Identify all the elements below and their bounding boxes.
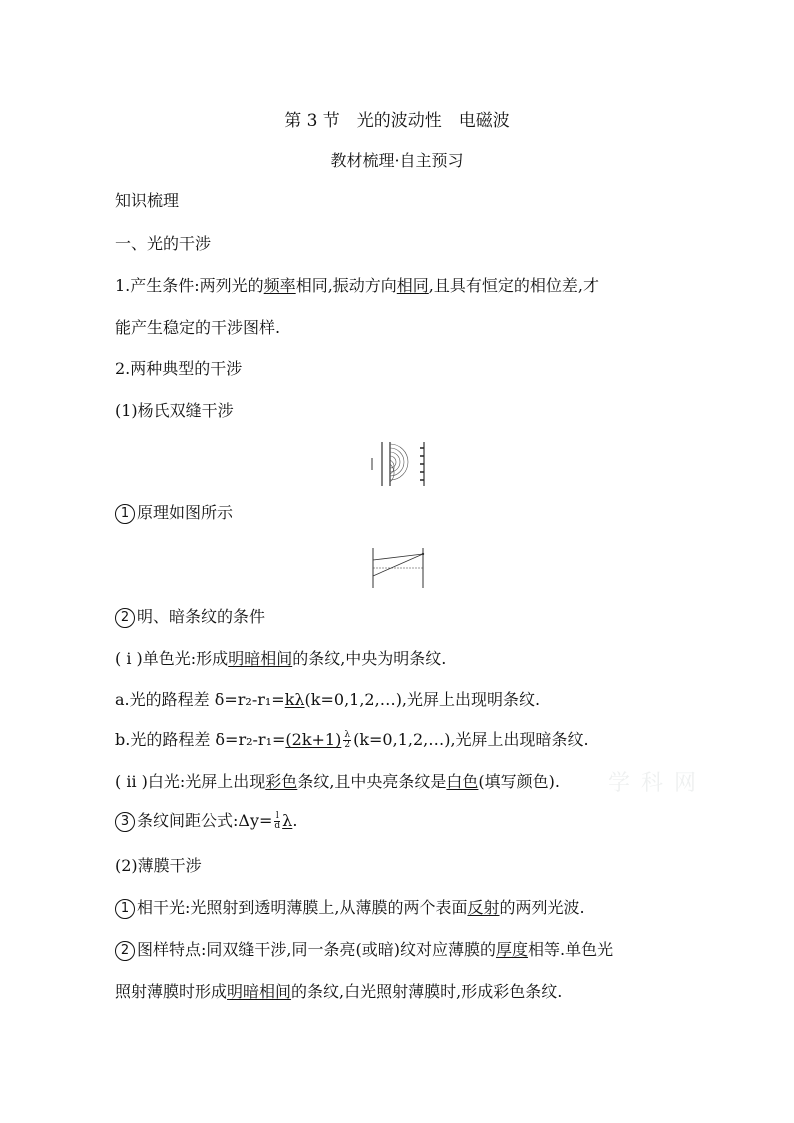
- double-slit-wavefront-figure: [362, 438, 432, 490]
- heading-interference: 一、光的干涉: [115, 234, 212, 253]
- paragraph-condition: 1.产生条件:两列光的频率相同,振动方向相同,且具有恒定的相位差,才: [115, 276, 599, 295]
- item-spacing-formula: 3 条纹间距公式:Δy= $\frac{l}{d}$ λ.: [115, 810, 297, 832]
- item-coherent-light: 1 相干光:光照射到透明薄膜上,从薄膜的两个表面反射的两列光波.: [115, 897, 585, 919]
- item-dark-condition: b.光的路程差 δ=r₂-r₁=(2k+1) $\frac{\lambda}{2}$ (k=0,1,2,…),光屏上出现暗条纹.: [115, 730, 589, 750]
- circled-number: 2: [115, 941, 135, 961]
- page-subtitle: 教材梳理·自主预习: [330, 151, 464, 170]
- circled-number: 2: [115, 608, 135, 628]
- heading-young: (1)杨氏双缝干涉: [115, 401, 234, 420]
- watermark: 学 科 网: [608, 771, 698, 796]
- item-pattern-feature: 2 图样特点:同双缝干涉,同一条亮(或暗)纹对应薄膜的厚度相等.单色光: [115, 939, 613, 961]
- item-principle: 1 原理如图所示: [115, 502, 233, 524]
- item-bright-condition: a.光的路程差 δ=r₂-r₁=kλ(k=0,1,2,…),光屏上出现明条纹.: [115, 690, 541, 709]
- page-title: 第 3 节 光的波动性 电磁波: [284, 111, 510, 131]
- fraction: $\frac{\lambda}{2}$: [344, 730, 351, 750]
- heading-thin-film: (2)薄膜干涉: [115, 856, 202, 875]
- paragraph-two-types: 2.两种典型的干涉: [115, 359, 243, 378]
- item-pattern-feature-cont: 照射薄膜时形成明暗相间的条纹,白光照射薄膜时,形成彩色条纹.: [115, 982, 563, 1001]
- circled-number: 1: [115, 504, 135, 524]
- section-knowledge: 知识梳理: [115, 191, 180, 210]
- paragraph-condition-cont: 能产生稳定的干涉图样.: [115, 318, 281, 337]
- fraction: $\frac{l}{d}$: [274, 811, 281, 831]
- item-fringe-condition: 2 明、暗条纹的条件: [115, 606, 265, 628]
- circled-number: 1: [115, 899, 135, 919]
- item-white-light: ( ⅱ )白光:光屏上出现彩色条纹,且中央亮条纹是白色(填写颜色).: [115, 772, 560, 791]
- item-monochrome: ( ⅰ )单色光:形成明暗相间的条纹,中央为明条纹.: [115, 649, 447, 668]
- circled-number: 3: [115, 812, 135, 832]
- path-difference-diagram: [365, 546, 431, 590]
